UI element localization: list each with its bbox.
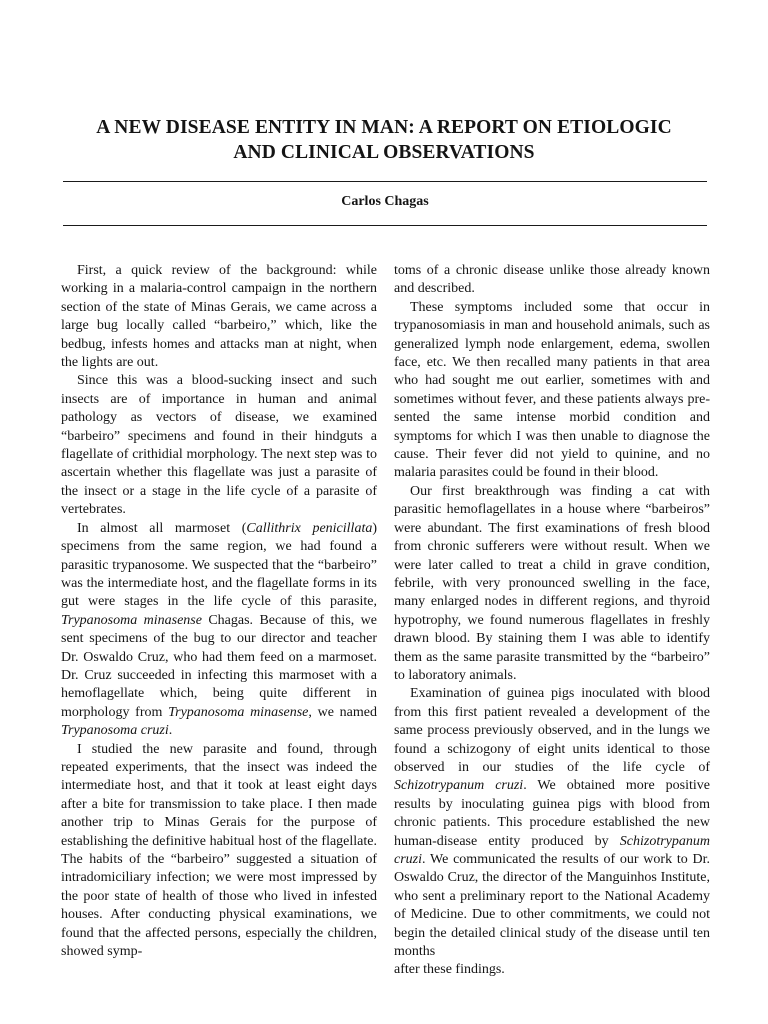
left-column <box>61 262 377 961</box>
author-name: Carlos Chagas <box>341 194 429 209</box>
paragraph <box>61 520 377 741</box>
right-column <box>394 262 710 981</box>
species-name: Callithrix penicillata <box>246 520 373 536</box>
bottom-rule <box>63 225 707 226</box>
text-run: Chagas. Because of this, we sent specimens of the bug to our director and teacher Dr. Oswaldo Cruz, who had them feed on a marmoset. Dr. Cruz succeeded in infecting this marmoset with a hemoflagellate which, being quite different in morphology from <box>61 612 377 720</box>
title-line-2: AND CLINICAL OBSERVATIONS <box>233 142 535 163</box>
title-line-1: A NEW DISEASE ENTITY IN MAN: A REPORT ON ETIOLOGIC <box>96 117 672 138</box>
species-name: Schizotrypanum cruzi <box>394 833 710 867</box>
cut-off-line: after these findings. <box>394 962 505 978</box>
text-run: Examination of guinea pigs inoculated with blood from this first patient revealed a development of the same process previously observed, and in the lungs we found a schizogony of eight units identical to those observed in our studies of the life cycle of <box>394 686 710 775</box>
species-name: Schizotrypanum cruzi <box>394 778 524 794</box>
paragraph: These symptoms included some that occur in trypanosomiasis in man and household animals, such as generalized lymph node enlargement, edema, swollen face, etc. We then recalled many patients in that area who had sought me out earlier, sometimes with and sometimes without fever, and these patients always presented the same intense morbid condition and symptoms for which I was then unable to diagnose the cause. Their fever did not yield to quinine, and no malaria parasites could be found in their blood. <box>394 299 710 481</box>
text-run: . We obtained more positive results by inoculating guinea pigs with blood from chronic patients. This procedure established the new human-disease entity produced by <box>394 778 710 849</box>
top-rule <box>63 181 707 182</box>
paragraph: First, a quick review of the background: while working in a malaria-control campaign in the northern section of the state of Minas Gerais, we came across a large bug locally called “barbeiro,” which, like the bedbug, infests homes and attacks man at night, when the lights are out. <box>61 263 377 371</box>
paragraph: Our first breakthrough was finding a cat with parasitic hemoflagellates in a house where “barbeiros” were abundant. The first examinations of fresh blood from chronic sufferers were without result. When we were later called to treat a child in grave condition, febrile, with very pronounced swelling in the face, many enlarged nodes in different regions, and thyroid hypotrophy, we found numerous flagellates in freshly drawn blood. By staining them I was able to identify them as the same parasite transmitted by the “barbeiro” to laboratory animals. <box>394 483 710 683</box>
text-run: ) specimens from the same region, we had found a parasitic trypanosome. We suspected that the “barbeiro” was the intermediate host, and the flagellate forms in its gut were stages in the life cycle of this parasite, <box>61 520 377 610</box>
paragraph: Since this was a blood-sucking insect and such insects are of importance in human and animal pathology as vectors of disease, we examined “barbeiro” specimens and found in their hindguts a flagellate of crithidial morphology. The next step was to ascertain whether this flagellate was just a parasite of the insect or a stage in the life cycle of a parasite of vertebrates. <box>61 373 377 518</box>
article-title <box>50 115 718 165</box>
text-run: . We communicated the results of our work to Dr. Oswaldo Cruz, the director of the Manguinhos Institute, who sent a preliminary report to the National Academy of Medicine. Due to other commitments, we could not begin the detailed clinical study of the disease until ten months <box>394 852 710 960</box>
paragraph: I studied the new parasite and found, through repeated experiments, that the insect was indeed the intermediate host, and that it took at least eight days after a bite for transmission to take place. I then made another trip to Minas Gerais for the purpose of establishing the definitive habitual host of the flagellate. The habits of the “barbeiro” suggested a situation of intradomiciliary infection; we were most impressed by the poor state of health of those who lived in infested houses. After conducting physical examinations, we found that the affected persons, especially the children, showed symp- <box>61 741 377 960</box>
text-run: In almost all marmoset ( <box>77 520 247 536</box>
paragraph-continued: toms of a chronic disease unlike those already known and described. <box>394 263 710 297</box>
species-name: Trypanosoma cruzi <box>61 723 169 739</box>
species-name: Trypanosoma minasense <box>61 612 202 628</box>
paragraph <box>394 685 710 961</box>
species-name: Trypanosoma minasense <box>168 704 309 720</box>
text-run: , we named <box>308 704 377 720</box>
text-run: . <box>168 723 173 739</box>
